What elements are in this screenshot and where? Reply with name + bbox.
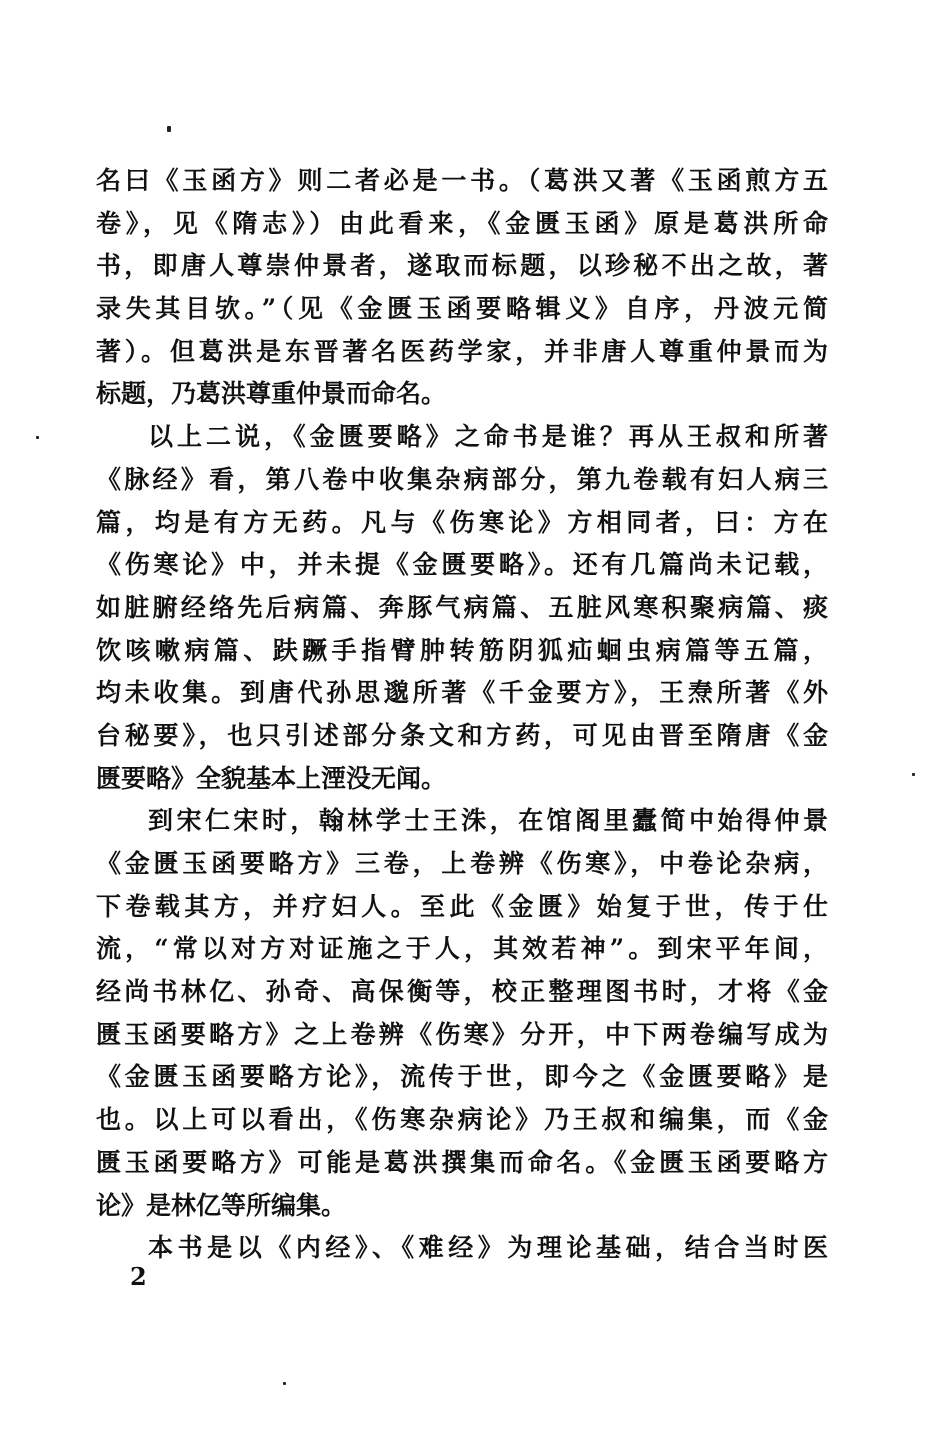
paragraph-start-line: 本书是以《内经》、《难经》为理论基础，结合当时医	[148, 1233, 828, 1263]
text-line: 名曰《玉函方》则二者必是一书。（葛洪又著《玉函煎方五	[96, 166, 828, 195]
text-line: 论》是林亿等所编集。	[96, 1190, 347, 1220]
text-line: 篇，均是有方无药。凡与《伤寒论》方相同者，曰：方在	[96, 507, 828, 537]
scan-speck	[36, 436, 39, 439]
text-line: 《金匮玉函要略方》三卷，上卷辨《伤寒》，中卷论杂病，	[96, 849, 828, 878]
body-text	[96, 160, 828, 1270]
text-line: 著）。但葛洪是东晋著名医药学家，并非唐人尊重仲景而为	[96, 336, 828, 366]
text-line: 经尚书林亿、孙奇、高保衡等，校正整理图书时，才将《金	[96, 977, 828, 1007]
text-line: 台秘要》，也只引述部分条文和方药，可见由晋至隋唐《金	[96, 720, 828, 750]
scan-speck	[283, 1382, 286, 1385]
page-number: 2	[130, 1262, 147, 1291]
text-line: 卷》，见《隋志》）由此看来，《金匮玉函》原是葛洪所命	[96, 208, 828, 238]
scan-speck	[912, 773, 915, 776]
text-line: 均未收集。到唐代孙思邈所著《千金要方》，王焘所著《外	[96, 678, 828, 708]
text-line: 标题，乃葛洪尊重仲景而命名。	[96, 379, 447, 409]
text-line: 《金匮玉函要略方论》，流传于世，即今之《金匮要略》是	[96, 1062, 828, 1092]
text-line: 《伤寒论》中，并未提《金匮要略》。还有几篇尚未记载，	[96, 550, 828, 580]
text-line: 录失其目欤。”（见《金匮玉函要略辑义》自序，丹波元简	[96, 294, 828, 324]
text-line: 书，即唐人尊崇仲景者，遂取而标题，以珍秘不出之故，著	[96, 251, 828, 281]
text-line: 流，“常以对方对证施之于人，其效若神”。到宋平年间，	[96, 934, 828, 964]
paragraph-start-line: 以上二说，《金匮要略》之命书是谁？再从王叔和所著	[148, 422, 828, 452]
paragraph-start-line: 到宋仁宋时，翰林学士王洙，在馆阁里蠹简中始得仲景	[148, 806, 828, 836]
text-line: 饮咳嗽病篇、趺蹶手指臂肿转筋阴狐疝蛔虫病篇等五篇，	[96, 635, 828, 665]
text-line: 匮玉函要略方》之上卷辨《伤寒》分开，中下两卷编写成为	[96, 1019, 828, 1049]
text-line: 《脉经》看，第八卷中收集杂病部分，第九卷载有妇人病三	[96, 464, 828, 494]
text-line: 匮玉函要略方》可能是葛洪撰集而命名。《金匮玉函要略方	[96, 1147, 828, 1177]
text-line: 也。以上可以看出，《伤寒杂病论》乃王叔和编集，而《金	[96, 1105, 828, 1135]
scan-speck	[167, 126, 171, 132]
text-line: 下卷载其方，并疗妇人。至此《金匮》始复于世，传于仕	[96, 891, 828, 921]
text-line: 匮要略》全貌基本上湮没无闻。	[96, 763, 447, 793]
text-line: 如脏腑经络先后病篇、奔豚气病篇、五脏风寒积聚病篇、痰	[96, 592, 828, 622]
